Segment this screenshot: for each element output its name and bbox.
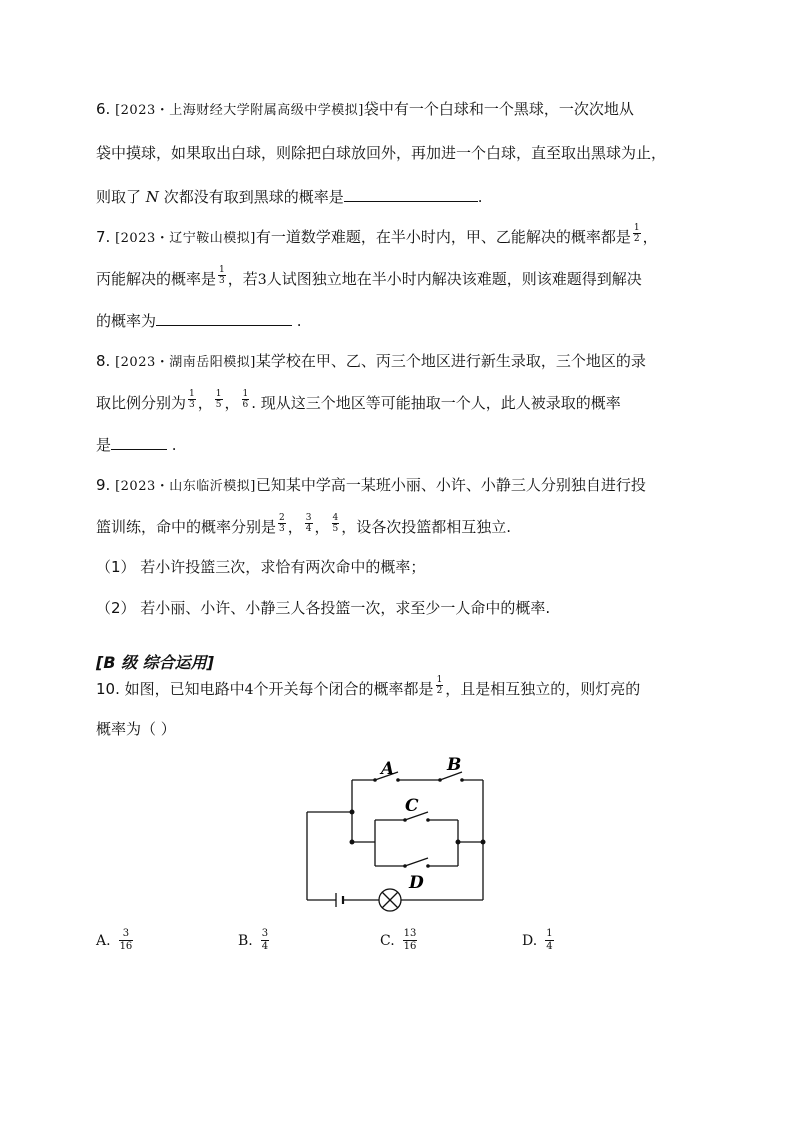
q7-text-1-end: ， — [642, 228, 658, 246]
q7-text-2a: 丙能解决的概率是 — [96, 270, 217, 288]
junction-dot — [481, 840, 486, 845]
q6-variable-n: N — [145, 188, 159, 206]
label-b: B — [447, 755, 462, 775]
junction-dot — [350, 840, 355, 845]
lamp-icon — [379, 889, 401, 911]
q7-source: [2023・辽宁鞍山模拟] — [115, 231, 256, 246]
option-d[interactable] — [522, 928, 556, 953]
q10-text-1b: 个开关每个闭合的概率都是 — [253, 680, 434, 698]
q9-text-2b: ，设各次投篮都相互独立. — [341, 518, 512, 536]
q9-text-2a: 篮训练，命中的概率分别是 — [96, 518, 277, 536]
q7-line-3 — [96, 310, 302, 332]
option-c-fraction: $\frac{13}{16}$ — [403, 928, 417, 952]
q6-line-2 — [96, 142, 666, 164]
q6-line-3 — [96, 186, 483, 208]
q6-answer-blank[interactable] — [344, 187, 478, 202]
q7-answer-blank[interactable] — [156, 311, 292, 326]
q8-fraction-2: $\frac{1}{5}$ — [215, 389, 222, 410]
switch-a — [375, 772, 398, 780]
option-c[interactable] — [380, 928, 419, 953]
option-a[interactable] — [96, 928, 135, 953]
option-a-fraction: $\frac{3}{16}$ — [119, 928, 133, 952]
q6-text-3a: 则取了 — [96, 188, 142, 206]
q6-end: . — [477, 188, 483, 206]
option-b-fraction: $\frac{3}{4}$ — [261, 928, 269, 952]
q10-text-1c: ，且是相互独立的，则灯亮的 — [445, 680, 641, 698]
junction-dot — [456, 840, 461, 845]
q7-line-2 — [96, 265, 642, 291]
q6-source: [2023・上海财经大学附属高级中学模拟] — [115, 103, 364, 118]
option-b[interactable] — [238, 928, 271, 953]
q8-text-1: 某学校在甲、乙、丙三个地区进行新生录取，三个地区的录 — [255, 352, 646, 370]
q9-number: 9. — [96, 476, 111, 494]
q8-text-2b: . 现从这三个地区等可能抽取一个人，此人被录取的概率 — [251, 394, 621, 412]
q8-fraction-1: $\frac{1}{3}$ — [189, 389, 195, 410]
option-d-fraction: $\frac{1}{4}$ — [546, 928, 553, 952]
switch-c — [405, 812, 428, 820]
switch-b — [440, 772, 462, 780]
q9-fraction-2: $\frac{3}{4}$ — [305, 513, 312, 534]
q7-text-3: 的概率为 — [96, 312, 157, 330]
q7-text-1: 有一道数学难题，在半小时内，甲、乙能解决的概率都是 — [255, 228, 631, 246]
q6-text-3b: 次都没有取到黑球的概率是 — [163, 188, 344, 206]
option-a-letter: A. — [96, 932, 111, 949]
q7-fraction-1: $\frac{1}{2}$ — [633, 223, 640, 244]
q7-line-1 — [96, 223, 658, 250]
q10-text-1a: 10. 如图，已知电路中 — [96, 680, 245, 698]
q8-answer-blank[interactable] — [111, 435, 167, 450]
label-c: C — [405, 796, 419, 816]
q10-number-four: 4 — [244, 682, 254, 698]
q8-line-1 — [96, 350, 646, 374]
q8-number: 8. — [96, 352, 111, 370]
q7-text-2b: ，若 — [227, 270, 258, 288]
q8-text-2a: 取比例分别为 — [96, 394, 187, 412]
q9-line-1 — [96, 474, 646, 498]
q6-number: 6. — [96, 100, 111, 118]
q6-text-2: 袋中摸球，如果取出白球，则除把白球放回外，再加进一个白球，直至取出黑球为止， — [96, 144, 667, 162]
q8-text-3: 是 — [96, 436, 112, 454]
q8-fraction-3: $\frac{1}{6}$ — [242, 389, 249, 410]
q9-text-1: 已知某中学高一某班小丽、小许、小静三人分别独自进行投 — [255, 476, 646, 494]
q8-source: [2023・湖南岳阳模拟] — [115, 355, 256, 370]
q9-separator-1: ， — [287, 518, 303, 536]
label-d: D — [409, 873, 424, 893]
option-b-letter: B. — [238, 932, 253, 949]
q9-fraction-3: $\frac{4}{5}$ — [332, 513, 339, 534]
q9-line-2 — [96, 513, 512, 538]
q9-fraction-1: $\frac{2}{3}$ — [279, 513, 285, 534]
q7-number-three: 3 — [257, 272, 267, 288]
q8-end: . — [171, 436, 177, 454]
q8-line-3 — [96, 434, 177, 456]
q9-source: [2023・山东临沂模拟] — [115, 479, 256, 494]
switch-d — [405, 858, 428, 866]
q8-line-2 — [96, 389, 621, 414]
label-a: A — [381, 759, 395, 779]
section-heading: [B 级 综合运用] — [96, 653, 214, 672]
q7-fraction-2: $\frac{1}{3}$ — [219, 265, 225, 286]
q7-text-2c: 人试图独立地在半小时内解决该难题，则该难题得到解决 — [266, 270, 642, 288]
option-d-letter: D. — [522, 932, 538, 949]
q6-line-1 — [96, 98, 634, 122]
junction-dot — [350, 810, 355, 815]
q9-separator-2: ， — [314, 518, 330, 536]
q10-line-1 — [96, 675, 641, 701]
q9-part-1: （1） 若小许投篮三次，求恰有两次命中的概率； — [96, 558, 426, 576]
q7-number: 7. — [96, 228, 111, 246]
option-c-letter: C. — [380, 932, 395, 949]
q8-separator-1: ， — [197, 394, 213, 412]
q9-part-2: （2） 若小丽、小许、小静三人各投篮一次，求至少一人命中的概率. — [96, 599, 551, 617]
q6-text-1: 袋中有一个白球和一个黑球，一次次地从 — [363, 100, 634, 118]
q8-separator-2: ， — [224, 394, 240, 412]
q10-fraction-1: $\frac{1}{2}$ — [436, 675, 443, 696]
q10-line-2: 概率为（ ） — [96, 720, 176, 738]
q7-end: . — [296, 312, 302, 330]
